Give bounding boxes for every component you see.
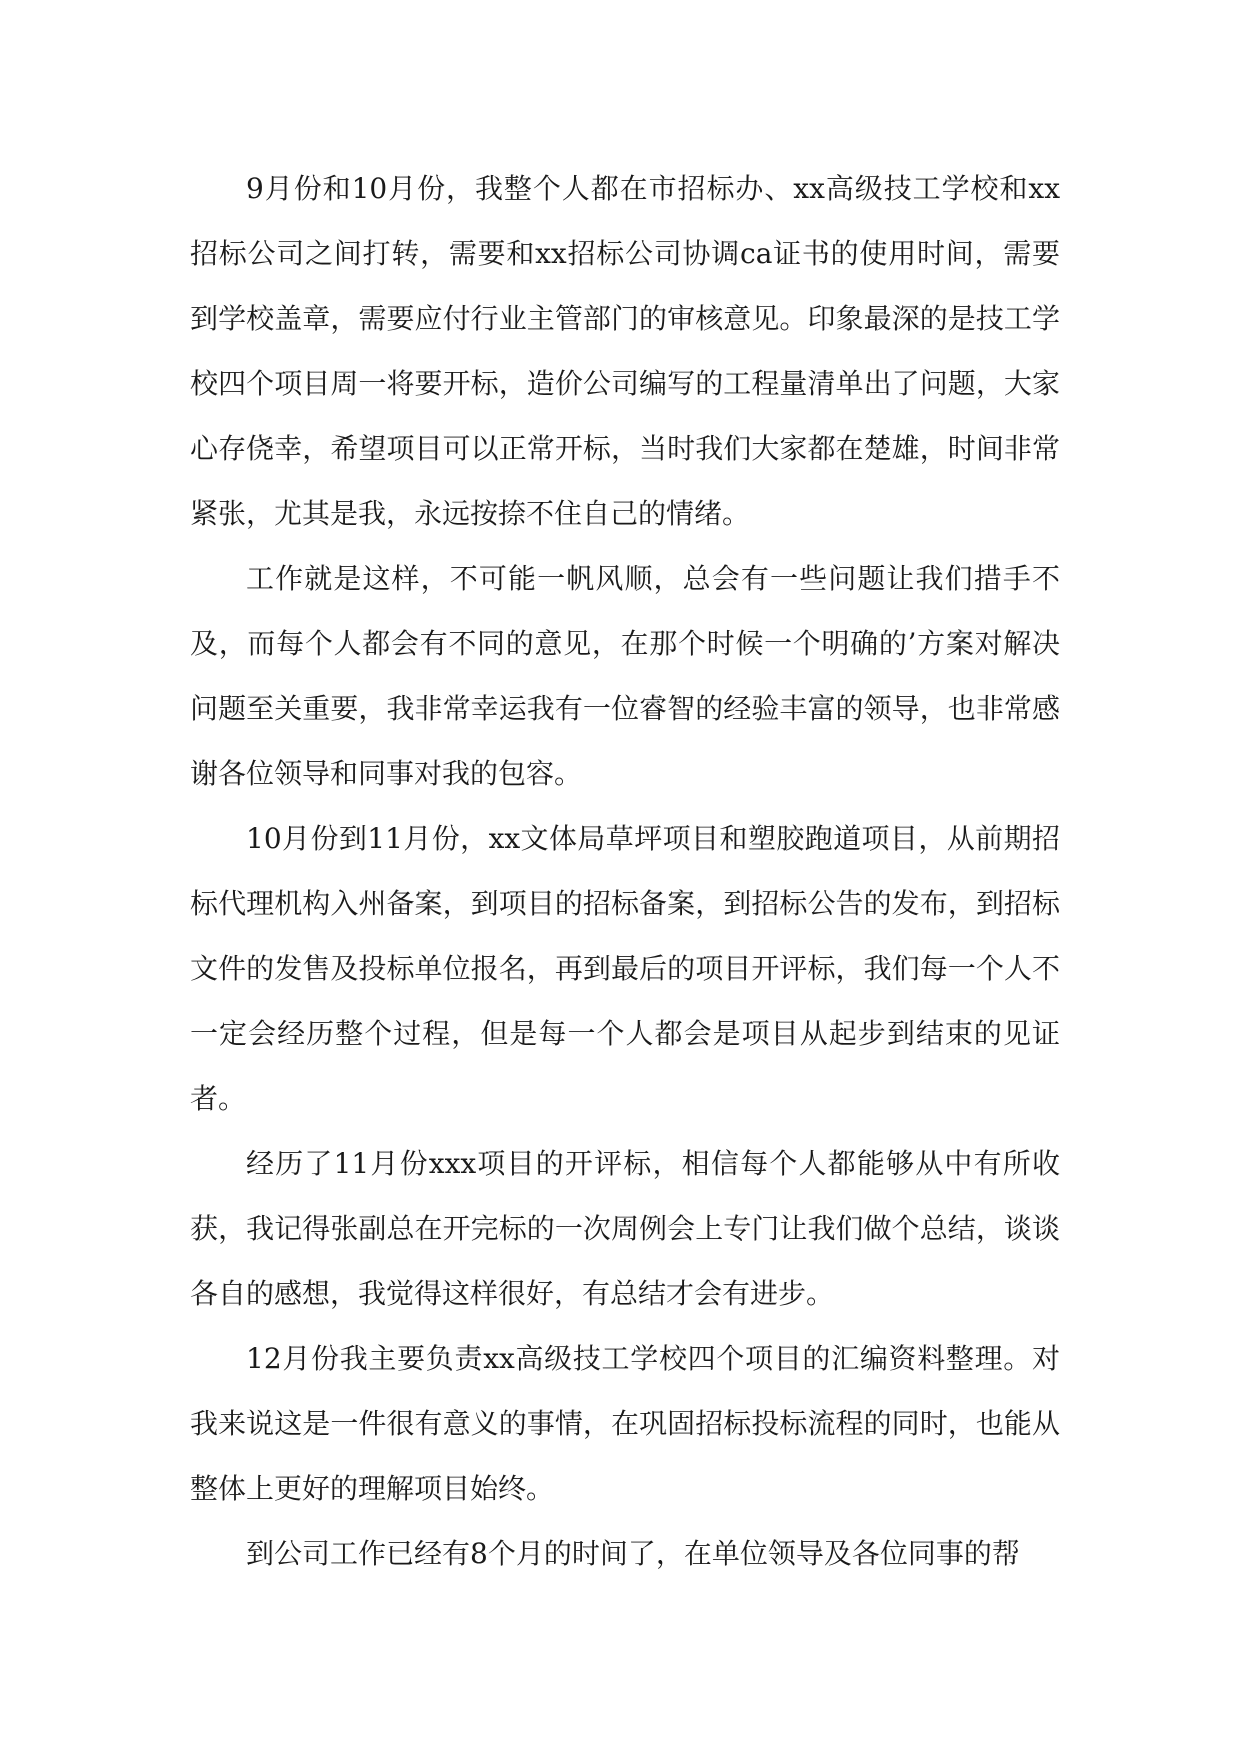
paragraph: 10月份到11月份，xx文体局草坪项目和塑胶跑道项目，从前期招标代理机构入州备案，到项目的招标备案，到招标公告的发布，到招标文件的发售及投标单位报名，再到最后的项目开评标，我们每一个人不一定会经历整个过程，但是每一个人都会是项目从起步到结束的见证者。 bbox=[190, 822, 1060, 1115]
paragraph: 12月份我主要负责xx高级技工学校四个项目的汇编资料整理。对我来说这是一件很有意义的事情，在巩固招标投标流程的同时，也能从整体上更好的理解项目始终。 bbox=[190, 1342, 1060, 1505]
paragraph: 到公司工作已经有8个月的时间了，在单位领导及各位同事的帮 bbox=[246, 1537, 1020, 1570]
paragraph: 经历了11月份xxx项目的开评标，相信每个人都能够从中有所收获，我记得张副总在开完标的一次周例会上专门让我们做个总结，谈谈各自的感想，我觉得这样很好，有总结才会有进步。 bbox=[190, 1147, 1060, 1310]
paragraph: 9月份和10月份，我整个人都在市招标办、xx高级技工学校和xx招标公司之间打转，需要和xx招标公司协调ca证书的使用时间，需要到学校盖章，需要应付行业主管部门的审核意见。印象最深的是技工学校四个项目周一将要开标，造价公司编写的工程量清单出了问题，大家心存侥幸，希望项目可以正常开标，当时我们大家都在楚雄，时间非常紧张，尤其是我，永远按捺不住自己的情绪。 bbox=[190, 172, 1060, 530]
paragraph: 工作就是这样，不可能一帆风顺，总会有一些问题让我们措手不及，而每个人都会有不同的意见，在那个时候一个明确的’方案对解决问题至关重要，我非常幸运我有一位睿智的经验丰富的领导，也非常感谢各位领导和同事对我的包容。 bbox=[190, 562, 1060, 790]
document-body bbox=[190, 156, 1060, 1586]
